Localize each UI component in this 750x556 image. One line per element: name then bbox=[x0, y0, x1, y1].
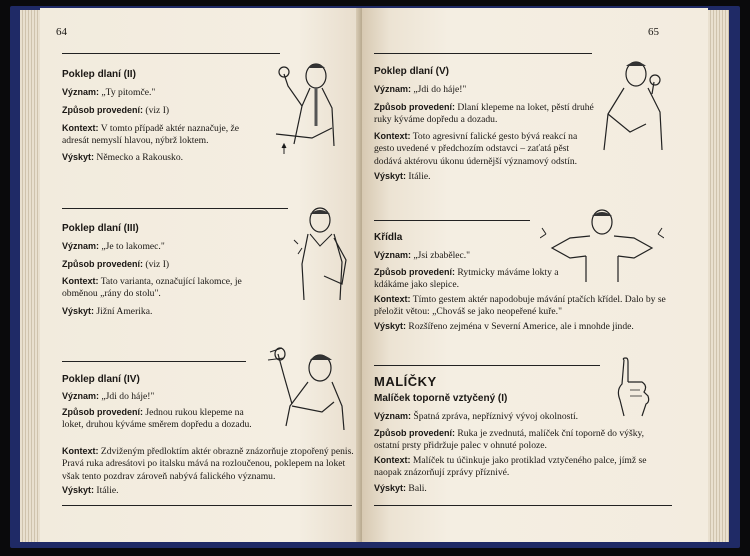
chapter-heading: MALÍČKY bbox=[374, 374, 437, 389]
context-line: Kontext: Tímto gestem aktér napodobuje mávání ptačích křídel. Dalo by se přeložit větou: „Chováš se jako neopeřené kuře." bbox=[374, 294, 666, 318]
context-line: Kontext: Malíček tu účinkuje jako protiklad vztyčeného palce, jímž se naopak znázorňují zprávy příznivé. bbox=[374, 455, 647, 479]
occurrence-line: Výskyt: Jižní Amerika. bbox=[62, 306, 153, 317]
method-line: Způsob provedení: Rytmicky máváme lokty a kdákáme jako slepice. bbox=[374, 267, 559, 291]
occurrence-line: Výskyt: Rozšířeno zejména v Severní Americe, ale i mnohde jinde. bbox=[374, 321, 634, 332]
page-number: 65 bbox=[648, 26, 659, 38]
method-line: Způsob provedení: (viz I) bbox=[62, 259, 170, 270]
context-line: Kontext: Toto agresivní falické gesto bývá reakcí na gesto uvedené v předchozím odstavci – zaťatá pěst dodává aktérovu úkonu údernější významový odstín. bbox=[374, 131, 578, 167]
meaning-line: Význam: „Jsi zbabělec." bbox=[374, 250, 471, 261]
gesture-illustration-elbow-fist bbox=[590, 54, 674, 154]
gesture-illustration-stingy bbox=[288, 204, 358, 304]
section-title: Poklep dlaní (III) bbox=[62, 223, 139, 234]
method-line: Způsob provedení: Dlaní klepeme na loket, pěstí druhé ruky kýváme dopředu a dozadu. bbox=[374, 102, 594, 126]
occurrence-line: Výskyt: Itálie. bbox=[374, 171, 431, 182]
meaning-line: Význam: „Je to lakomec." bbox=[62, 241, 165, 252]
section-rule bbox=[62, 361, 246, 362]
context-line: Kontext: Zdviženým předloktím aktér obrazně znázorňuje ztopořený penis. Pravá ruka adresátovi po italsku mává na rozloučenou, poklepem na loket však tento pozdrav zároveň nabývá falického významu. bbox=[62, 446, 354, 482]
page-number: 64 bbox=[56, 26, 67, 38]
method-line: Způsob provedení: Ruka je zvednutá, malíček ční toporně do výšky, ostatní prsty přidržuje palec v ohnuté poloze. bbox=[374, 428, 645, 452]
page-edges-left bbox=[20, 10, 42, 542]
meaning-line: Význam: „Ty pitomče." bbox=[62, 87, 156, 98]
context-line: Kontext: V tomto případě aktér naznačuje, že adresát nemyslí hlavou, nýbrž loktem. bbox=[62, 123, 240, 147]
section-rule bbox=[374, 220, 530, 221]
section-title: Poklep dlaní (V) bbox=[374, 66, 450, 77]
section-title: Poklep dlaní (IV) bbox=[62, 374, 140, 385]
section-rule bbox=[62, 53, 280, 54]
section-rule bbox=[374, 505, 672, 506]
occurrence-line: Výskyt: Německo a Rakousko. bbox=[62, 152, 184, 163]
gesture-illustration-forearm-raise bbox=[262, 346, 354, 438]
section-title: Poklep dlaní (II) bbox=[62, 69, 136, 80]
gesture-illustration-little-finger bbox=[612, 356, 654, 420]
occurrence-line: Výskyt: Bali. bbox=[374, 483, 427, 494]
section-title: Malíček toporně vztyčený (I) bbox=[374, 393, 508, 404]
section-title: Křídla bbox=[374, 232, 403, 243]
method-line: Způsob provedení: Jednou rukou klepeme na loket, druhou kýváme směrem dopředu a dozadu. bbox=[62, 407, 252, 431]
section-rule bbox=[374, 365, 600, 366]
gesture-illustration-wings bbox=[540, 206, 664, 282]
context-line: Kontext: Tato varianta, označující lakomce, je obměnou „rány do stolu". bbox=[62, 276, 242, 300]
right-page bbox=[362, 8, 708, 542]
section-rule bbox=[374, 53, 592, 54]
page-edges-right bbox=[707, 10, 729, 542]
method-line: Způsob provedení: (viz I) bbox=[62, 105, 170, 116]
section-rule bbox=[62, 505, 352, 506]
occurrence-line: Výskyt: Itálie. bbox=[62, 485, 119, 496]
meaning-line: Význam: „Jdi do háje!" bbox=[62, 391, 155, 402]
gesture-illustration-elbow-tap bbox=[272, 56, 354, 156]
meaning-line: Význam: „Jdi do háje!" bbox=[374, 84, 467, 95]
left-page bbox=[40, 8, 362, 542]
section-rule bbox=[62, 208, 288, 209]
meaning-line: Význam: Špatná zpráva, nepříznivý vývoj okolností. bbox=[374, 411, 579, 422]
